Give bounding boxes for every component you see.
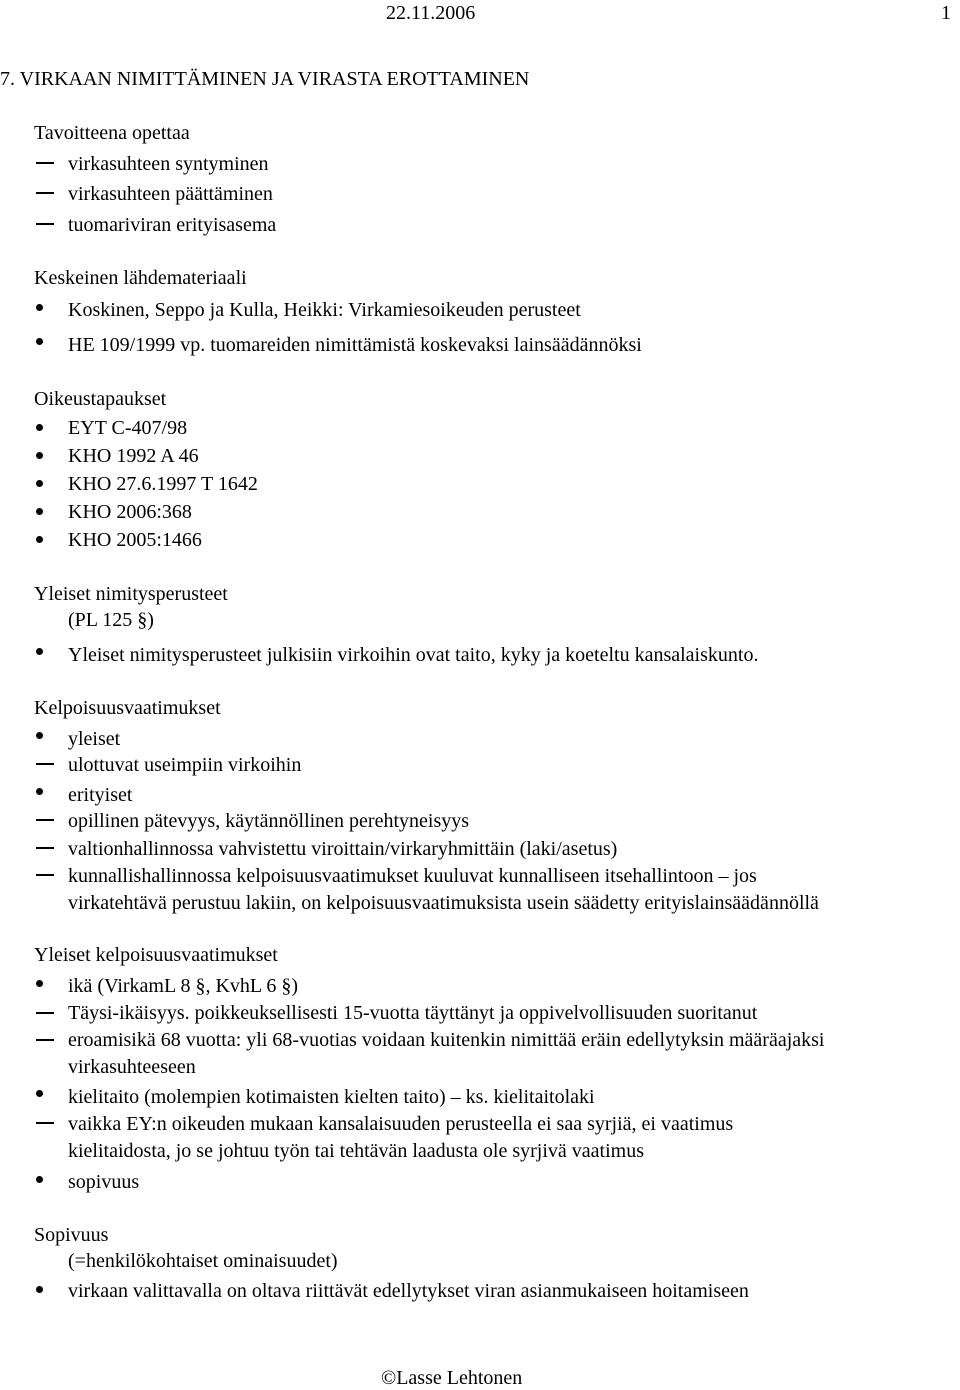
list-item-text: virkasuhteen syntyminen xyxy=(68,153,269,175)
list-item-text: opillinen pätevyys, käytännöllinen perehtyneisyys xyxy=(68,810,470,832)
list-item-text: tuomariviran erityisasema xyxy=(68,214,277,236)
dash-bullet-icon xyxy=(36,162,54,164)
general-eligibility-heading: Yleiset kelpoisuusvaatimukset xyxy=(34,944,278,966)
dash-bullet-icon xyxy=(36,1122,54,1124)
list-item-text: Koskinen, Seppo ja Kulla, Heikki: Virkamiesoikeuden perusteet xyxy=(68,299,581,321)
list-item-text: yleiset xyxy=(68,728,121,750)
suitability-subheading: (=henkilökohtaiset ominaisuudet) xyxy=(68,1250,338,1272)
bullet-icon xyxy=(36,452,43,459)
list-item-text: KHO 2005:1466 xyxy=(68,529,202,551)
dash-bullet-icon xyxy=(36,223,54,225)
list-item-continuation: kielitaidosta, jo se johtuu työn tai tehtävän laadusta ole syrjivä vaatimus xyxy=(68,1140,644,1162)
bullet-icon xyxy=(36,1090,43,1097)
list-item-text: Yleiset nimitysperusteet julkisiin virkoihin ovat taito, kyky ja koeteltu kansalaiskunto. xyxy=(68,644,759,666)
list-item-text: HE 109/1999 vp. tuomareiden nimittämistä koskevaksi lainsäädännöksi xyxy=(68,334,642,356)
bullet-icon xyxy=(36,788,43,795)
list-item-text: virkaan valittavalla on oltava riittävät edellytykset viran asianmukaiseen hoitamiseen xyxy=(68,1280,749,1302)
dash-bullet-icon xyxy=(36,1039,54,1041)
general-grounds-heading: Yleiset nimitysperusteet xyxy=(34,583,228,605)
general-grounds-subheading: (PL 125 §) xyxy=(68,609,154,631)
eligibility-heading: Kelpoisuusvaatimukset xyxy=(34,697,221,719)
list-item-text: sopivuus xyxy=(68,1171,140,1193)
bullet-icon xyxy=(36,1176,43,1183)
list-item-text: eroamisikä 68 vuotta: yli 68-vuotias voidaan kuitenkin nimittää eräin edellytyksin määräajaksi xyxy=(68,1029,825,1051)
bullet-icon xyxy=(36,980,43,987)
cases-heading: Oikeustapaukset xyxy=(34,388,167,410)
list-item-text: KHO 2006:368 xyxy=(68,501,192,523)
list-item-text: KHO 27.6.1997 T 1642 xyxy=(68,473,258,495)
list-item-text: valtionhallinnossa vahvistettu viroittain/virkaryhmittäin (laki/asetus) xyxy=(68,838,618,860)
list-item-continuation: virkasuhteeseen xyxy=(68,1056,196,1078)
footer-copyright: ©Lasse Lehtonen xyxy=(381,1367,523,1389)
bullet-icon xyxy=(36,480,43,487)
list-item-text: kielitaito (molempien kotimaisten kielten taito) – ks. kielitaitolaki xyxy=(68,1086,595,1108)
dash-bullet-icon xyxy=(36,1012,54,1014)
list-item-text: ulottuvat useimpiin virkoihin xyxy=(68,754,302,776)
bullet-icon xyxy=(36,648,43,655)
page-title: 7. VIRKAAN NIMITTÄMINEN JA VIRASTA EROTTAMINEN xyxy=(0,68,530,90)
list-item-text: EYT C-407/98 xyxy=(68,417,188,439)
bullet-icon xyxy=(36,732,43,739)
list-item-text: erityiset xyxy=(68,784,133,806)
suitability-heading: Sopivuus xyxy=(34,1224,109,1246)
bullet-icon xyxy=(36,536,43,543)
bullet-icon xyxy=(36,424,43,431)
dash-bullet-icon xyxy=(36,819,54,821)
bullet-icon xyxy=(36,304,43,311)
list-item-continuation: virkatehtävä perustuu lakiin, on kelpoisuusvaatimuksista usein säädetty erityislainsäädännöllä xyxy=(68,892,819,914)
list-item-text: kunnallishallinnossa kelpoisuusvaatimukset kuuluvat kunnalliseen itsehallintoon – jos xyxy=(68,865,757,887)
bullet-icon xyxy=(36,508,43,515)
list-item-text: Täysi-ikäisyys. poikkeuksellisesti 15-vuotta täyttänyt ja oppivelvollisuuden suoritanut xyxy=(68,1002,758,1024)
sources-heading: Keskeinen lähdemateriaali xyxy=(34,267,247,289)
dash-bullet-icon xyxy=(36,763,54,765)
bullet-icon xyxy=(36,1286,43,1293)
dash-bullet-icon xyxy=(36,874,54,876)
list-item-text: vaikka EY:n oikeuden mukaan kansalaisuuden perusteella ei saa syrjiä, ei vaatimus xyxy=(68,1113,734,1135)
list-item-text: ikä (VirkamL 8 §, KvhL 6 §) xyxy=(68,975,299,997)
goals-heading: Tavoitteena opettaa xyxy=(34,122,190,144)
page-number: 1 xyxy=(941,2,951,24)
bullet-icon xyxy=(36,338,43,345)
list-item-text: virkasuhteen päättäminen xyxy=(68,183,273,205)
dash-bullet-icon xyxy=(36,847,54,849)
dash-bullet-icon xyxy=(36,192,54,194)
header-date: 22.11.2006 xyxy=(386,2,476,24)
list-item-text: KHO 1992 A 46 xyxy=(68,445,199,467)
